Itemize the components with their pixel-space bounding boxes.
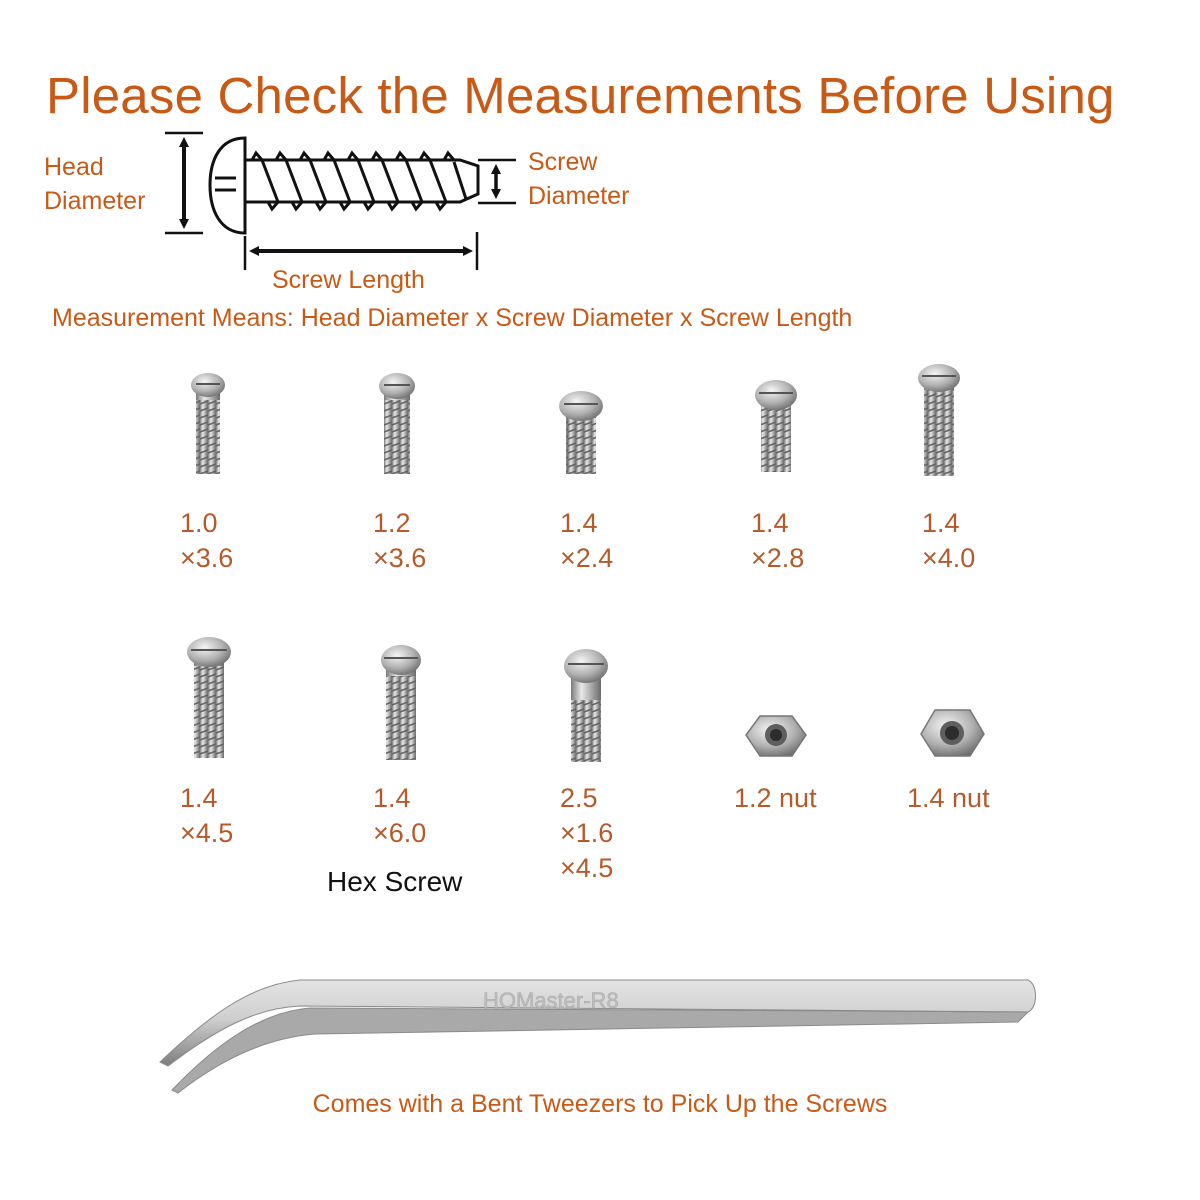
screw-diameter-label: Screw Diameter — [528, 148, 630, 210]
spec-label-item-5: 1.4 ×4.0 — [922, 508, 976, 573]
spec-label-item-10: 1.4 nut — [907, 783, 990, 813]
spec-label-item-1: 1.0 ×3.6 — [180, 508, 234, 573]
hex-screw-label: Hex Screw — [327, 866, 463, 897]
spec-label-item-4: 1.4 ×2.8 — [751, 508, 805, 573]
spec-label-item-9: 1.2 nut — [734, 783, 817, 813]
spec-label-item-7: 1.4 ×6.0 — [373, 783, 427, 848]
spec-label-item-2: 1.2 ×3.6 — [373, 508, 427, 573]
spec-label-item-3: 1.4 ×2.4 — [560, 508, 614, 573]
head-diameter-label: Head Diameter — [44, 153, 146, 215]
page-title: Please Check the Measurements Before Using — [46, 67, 1115, 124]
spec-label-item-6: 1.4 ×4.5 — [180, 783, 234, 848]
measurement-means-text: Measurement Means: Head Diameter x Screw Diameter x Screw Length — [52, 304, 853, 332]
tweezers-brand-text: HOMaster-R8 — [483, 988, 619, 1013]
caption: Comes with a Bent Tweezers to Pick Up the Screws — [312, 1090, 888, 1118]
screw-length-label: Screw Length — [272, 266, 425, 294]
spec-label-item-8: 2.5 ×1.6 ×4.5 — [560, 783, 614, 883]
